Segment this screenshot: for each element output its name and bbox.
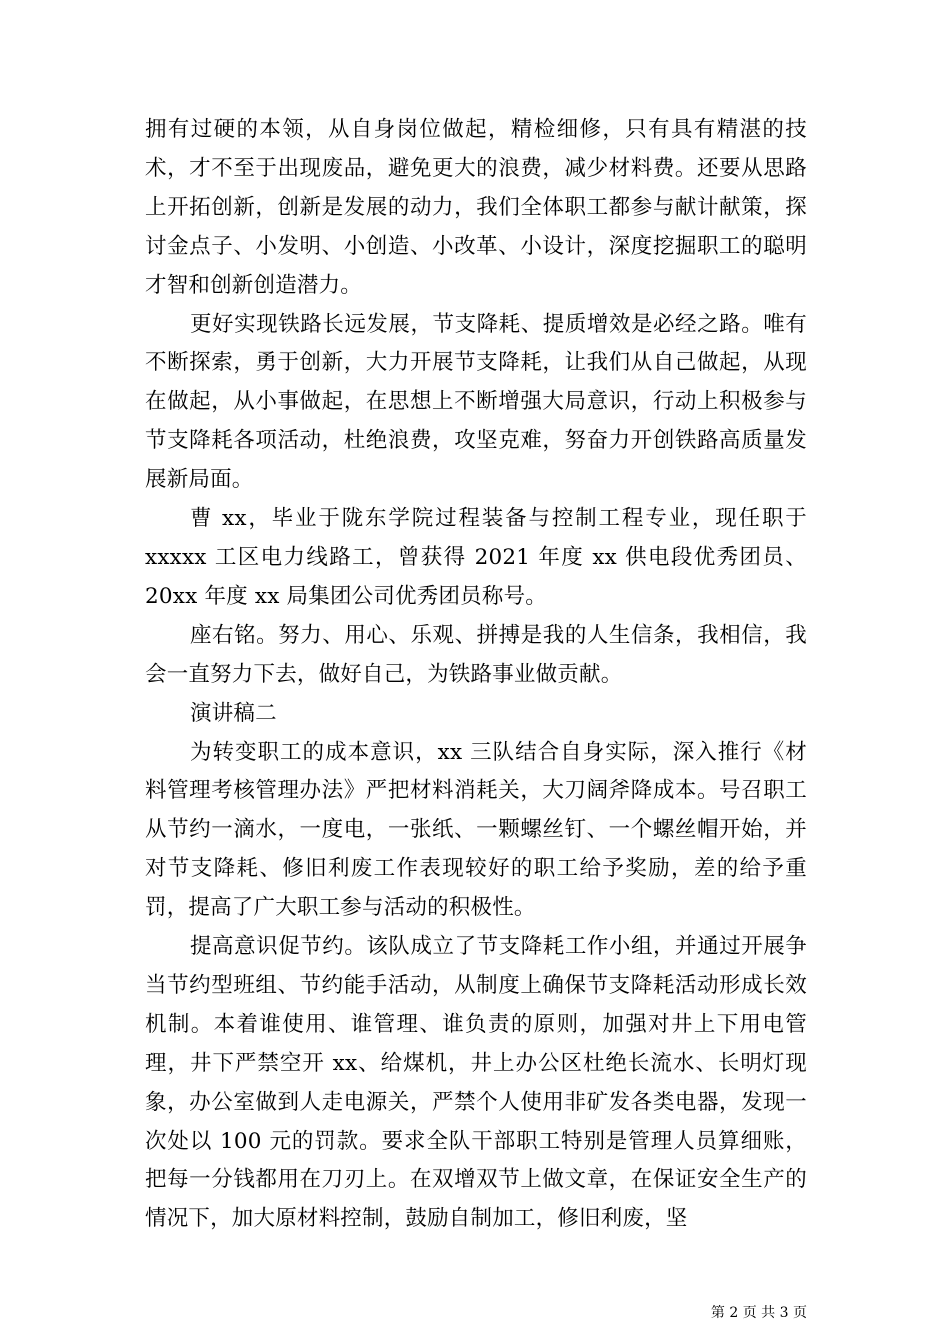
paragraph-6: 为转变职工的成本意识，xx 三队结合自身实际，深入推行《材料管理考核管理办法》严把材料消耗关，大刀阔斧降成本。号召职工从节约一滴水，一度电，一张纸、一颗螺丝钉、一个螺丝帽开始，并对节支降耗、修旧利废工作表现较好的职工给予奖励，差的给予重罚，提高了广大职工参与活动的积极性。	[145, 739, 807, 921]
paragraph-4: 座右铭。努力、用心、乐观、拼搏是我的人生信条，我相信，我会一直努力下去，做好自己，为铁路事业做贡献。	[145, 622, 807, 687]
paragraph-1: 拥有过硬的本领，从自身岗位做起，精检细修，只有具有精湛的技术，才不至于出现废品，避免更大的浪费，减少材料费。还要从思路上开拓创新，创新是发展的动力，我们全体职工都参与献计献策，探讨金点子、小发明、小创造、小改革、小设计，深度挖掘职工的聪明才智和创新创造潜力。	[145, 117, 807, 298]
paragraph-3: 曹 xx，毕业于陇东学院过程装备与控制工程专业，现任职于xxxxx 工区电力线路工，曾获得 2021 年度 xx 供电段优秀团员、20xx 年度 xx 局集团公司优秀团员称号。	[145, 506, 807, 609]
document-body	[145, 111, 807, 1239]
section-heading: 演讲稿二	[190, 700, 277, 726]
paragraph-2: 更好实现铁路长远发展，节支降耗、提质增效是必经之路。唯有不断探索，勇于创新，大力开展节支降耗，让我们从自己做起，从现在做起，从小事做起，在思想上不断增强大局意识，行动上积极参与节支降耗各项活动，杜绝浪费，攻坚克难，努奋力开创铁路高质量发展新局面。	[145, 311, 807, 493]
page-number-footer: 第 2 页 共 3 页	[710, 1305, 807, 1321]
paragraph-7: 提高意识促节约。该队成立了节支降耗工作小组，并通过开展争当节约型班组、节约能手活动，从制度上确保节支降耗活动形成长效机制。本着谁使用、谁管理、谁负责的原则，加强对井上下用电管理，井下严禁空开 xx、给煤机，井上办公区杜绝长流水、长明灯现象，办公室做到人走电源关，严禁个人使用非矿发各类电器，发现一次处以 100 元的罚款。要求全队干部职工特别是管理人员算细账，把每一分钱都用在刀刃上。在双增双节上做文章，在保证安全生产的情况下，加大原材料控制，鼓励自制加工，修旧利废，坚	[145, 934, 807, 1232]
